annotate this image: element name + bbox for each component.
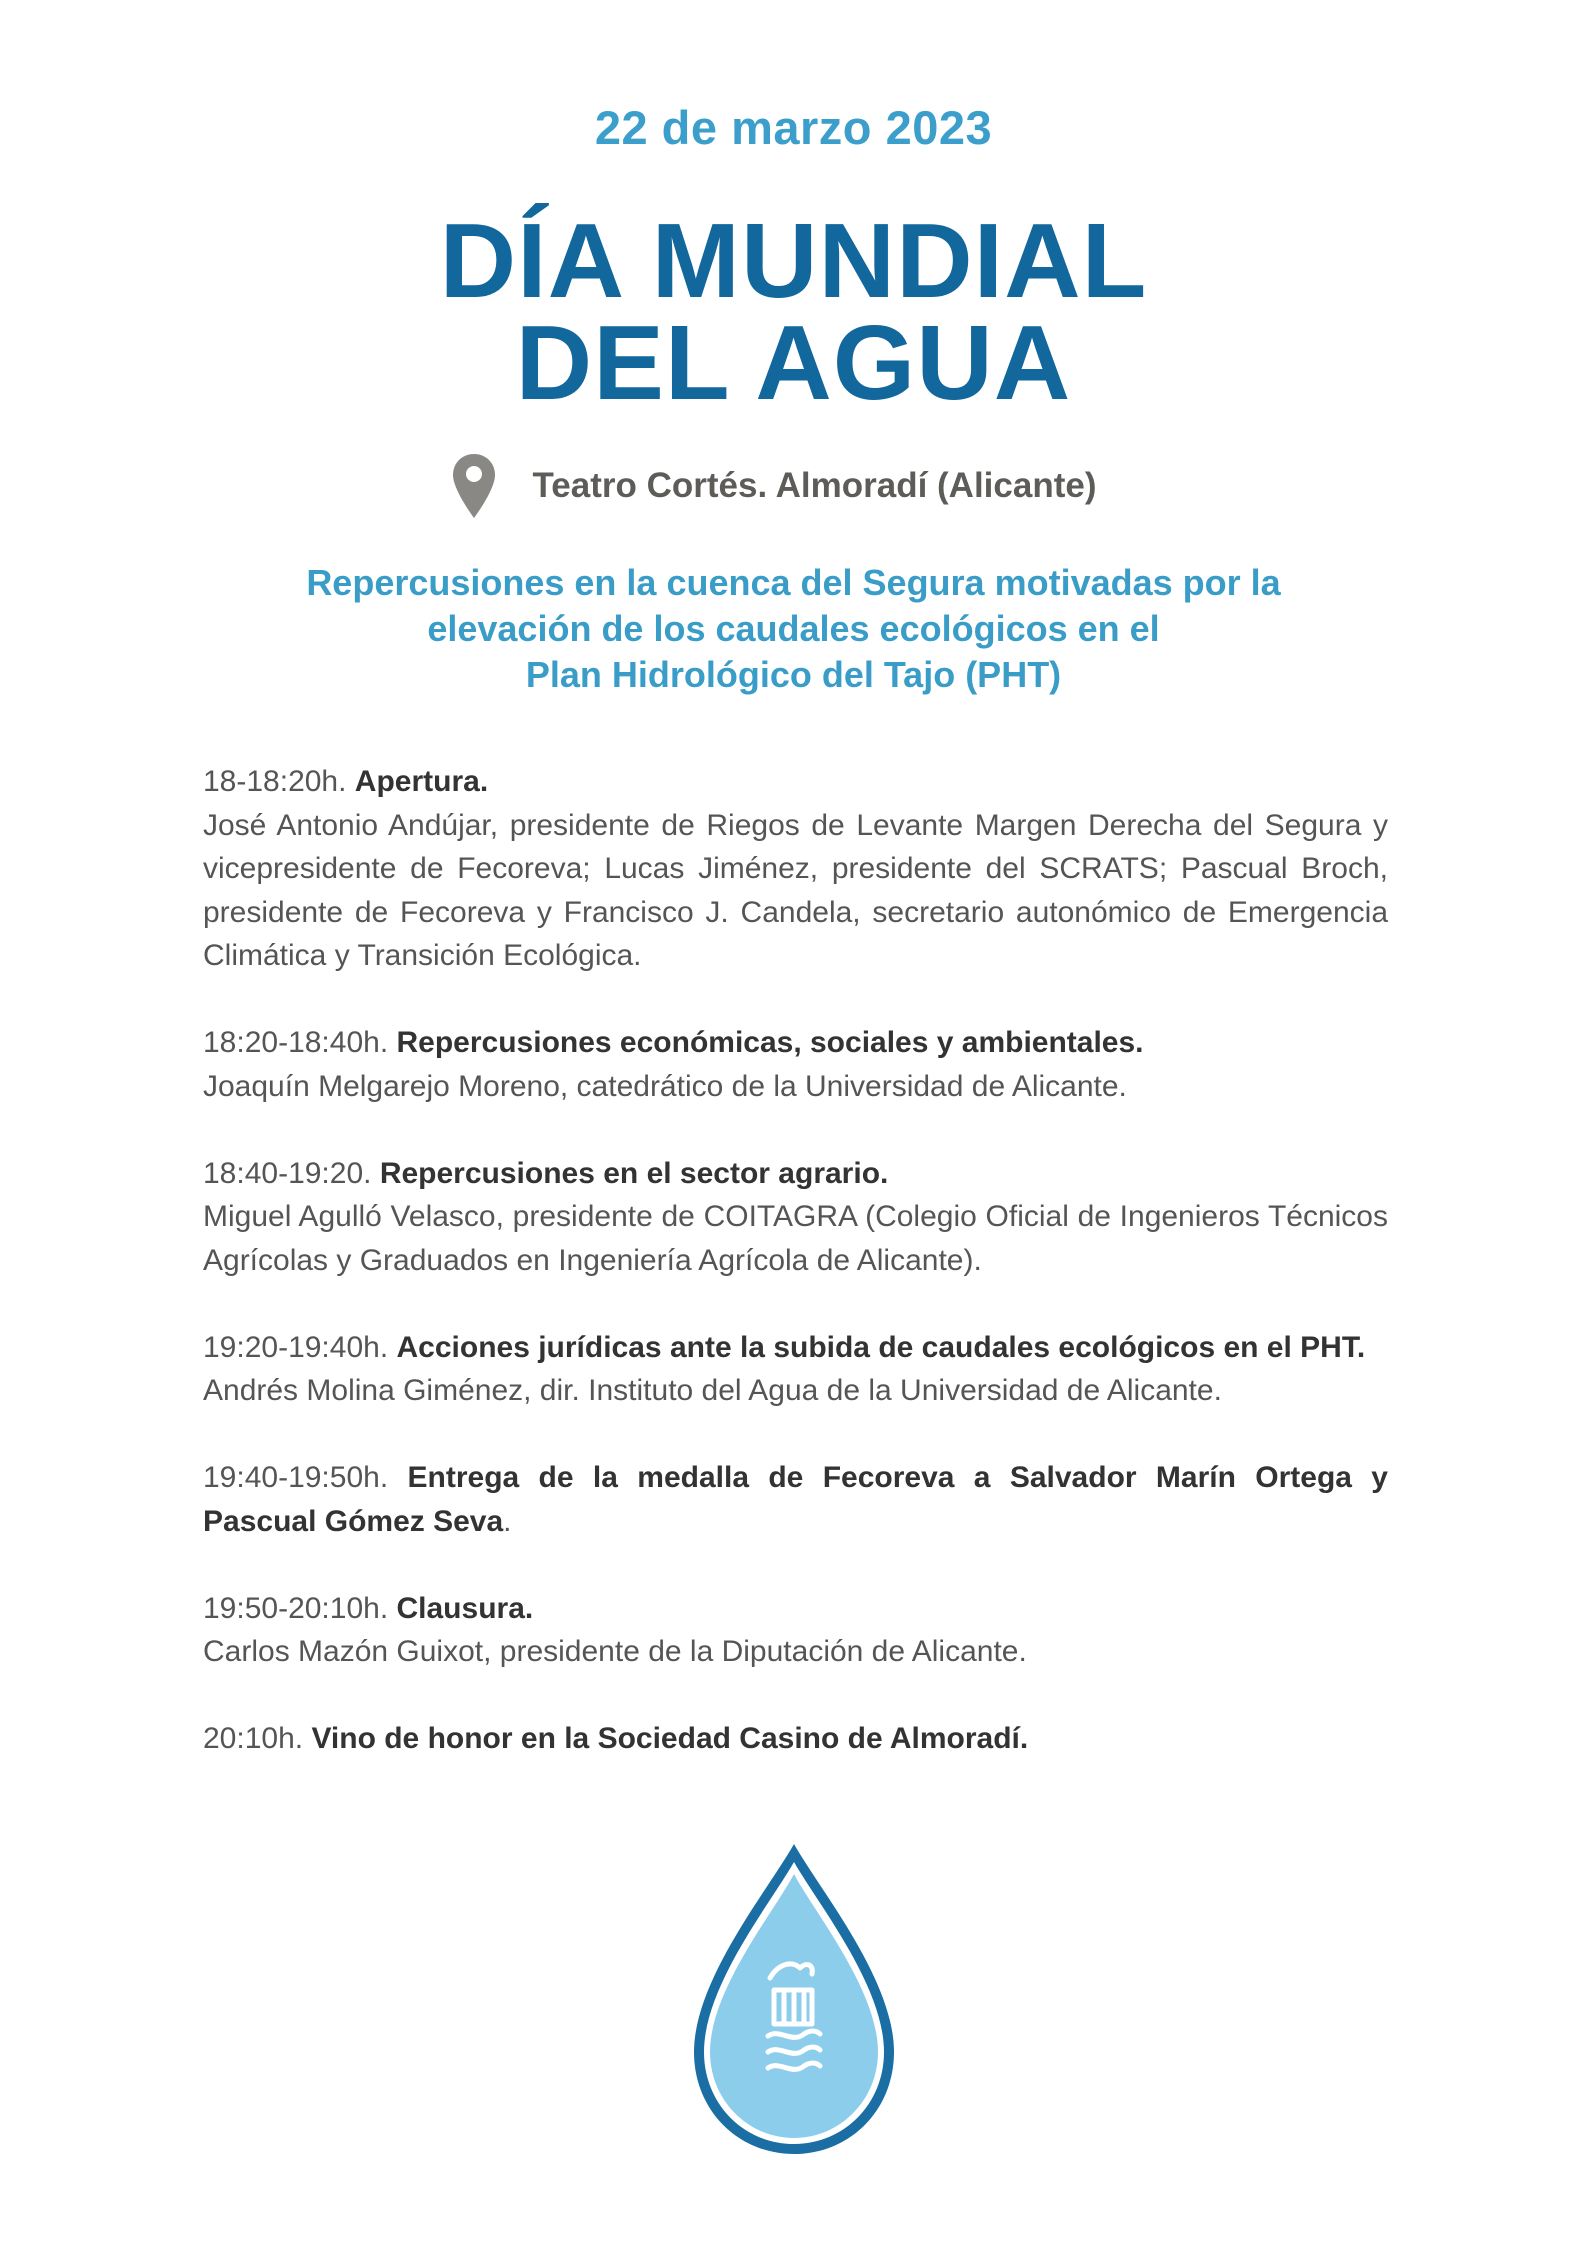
program-title: Acciones jurídicas ante la subida de caudales ecológicos en el PHT. xyxy=(396,1330,1366,1364)
location xyxy=(0,452,1587,520)
program-description: Miguel Agulló Velasco, presidente de COITAGRA (Colegio Oficial de Ingenieros Técnicos Agrícolas y Graduados en Ingeniería Agrícola de Alicante). xyxy=(203,1200,1388,1277)
program-item xyxy=(203,1717,1388,1761)
event-date: 22 de marzo 2023 xyxy=(594,101,993,154)
program-item xyxy=(203,1587,1388,1674)
program-title: Apertura. xyxy=(354,765,489,798)
program-description: Carlos Mazón Guixot, presidente de la Diputación de Alicante. xyxy=(203,1635,1027,1668)
program-title: Entrega de la medalla de Fecoreva a Salvador Marín Ortega y Pascual Gómez Seva xyxy=(203,1461,1388,1538)
program-title: Repercusiones económicas, sociales y ambientales. xyxy=(396,1026,1144,1059)
program-time: 18:40-19:20. xyxy=(203,1156,380,1190)
program-time: 19:50-20:10h. xyxy=(203,1591,397,1625)
water-drop-logo-icon xyxy=(688,1840,900,2158)
program-title: Vino de honor en la Sociedad Casino de Almoradí. xyxy=(311,1722,1029,1755)
title-line-2: DEL AGUA xyxy=(515,304,1072,422)
program-list xyxy=(203,760,1388,1804)
program-description: José Antonio Andújar, presidente de Riegos de Levante Margen Derecha del Segura y vicepresidente de Fecoreva; Lucas Jiménez, presidente del SCRATS; Pascual Broch, presidente de Fecoreva y Francisco J. Candela, secretario autonómico de Emergencia Climática y Transición Ecológica. xyxy=(203,808,1388,972)
program-title: Clausura. xyxy=(396,1591,534,1625)
program-time: 20:10h. xyxy=(203,1722,312,1755)
program-description: Andrés Molina Giménez, dir. Instituto del Agua de la Universidad de Alicante. xyxy=(203,1374,1222,1407)
program-item xyxy=(203,1152,1388,1283)
program-time: 19:40-19:50h. xyxy=(203,1461,408,1494)
program-time: 18:20-18:40h. xyxy=(203,1026,397,1059)
location-text: Teatro Cortés. Almoradí (Alicante) xyxy=(532,466,1097,505)
subtitle-line-2: elevación de los caudales ecológicos en el xyxy=(427,608,1160,649)
title-line-1: DÍA MUNDIAL xyxy=(439,202,1148,320)
program-item xyxy=(203,760,1388,978)
program-item xyxy=(203,1326,1388,1413)
subtitle xyxy=(0,560,1587,698)
program-time: 19:20-19:40h. xyxy=(203,1330,397,1364)
subtitle-line-1: Repercusiones en la cuenca del Segura motivadas por la xyxy=(306,562,1281,603)
program-title: Repercusiones en el sector agrario. xyxy=(379,1156,889,1190)
program-item xyxy=(203,1021,1388,1108)
program-description: Joaquín Melgarejo Moreno, catedrático de la Universidad de Alicante. xyxy=(203,1069,1127,1103)
page-title xyxy=(0,202,1587,422)
location-pin-icon xyxy=(451,452,497,520)
subtitle-line-3: Plan Hidrológico del Tajo (PHT) xyxy=(525,654,1062,695)
program-time: 18-18:20h. xyxy=(203,765,355,798)
program-title-tail: . xyxy=(503,1504,512,1538)
program-item xyxy=(203,1456,1388,1543)
